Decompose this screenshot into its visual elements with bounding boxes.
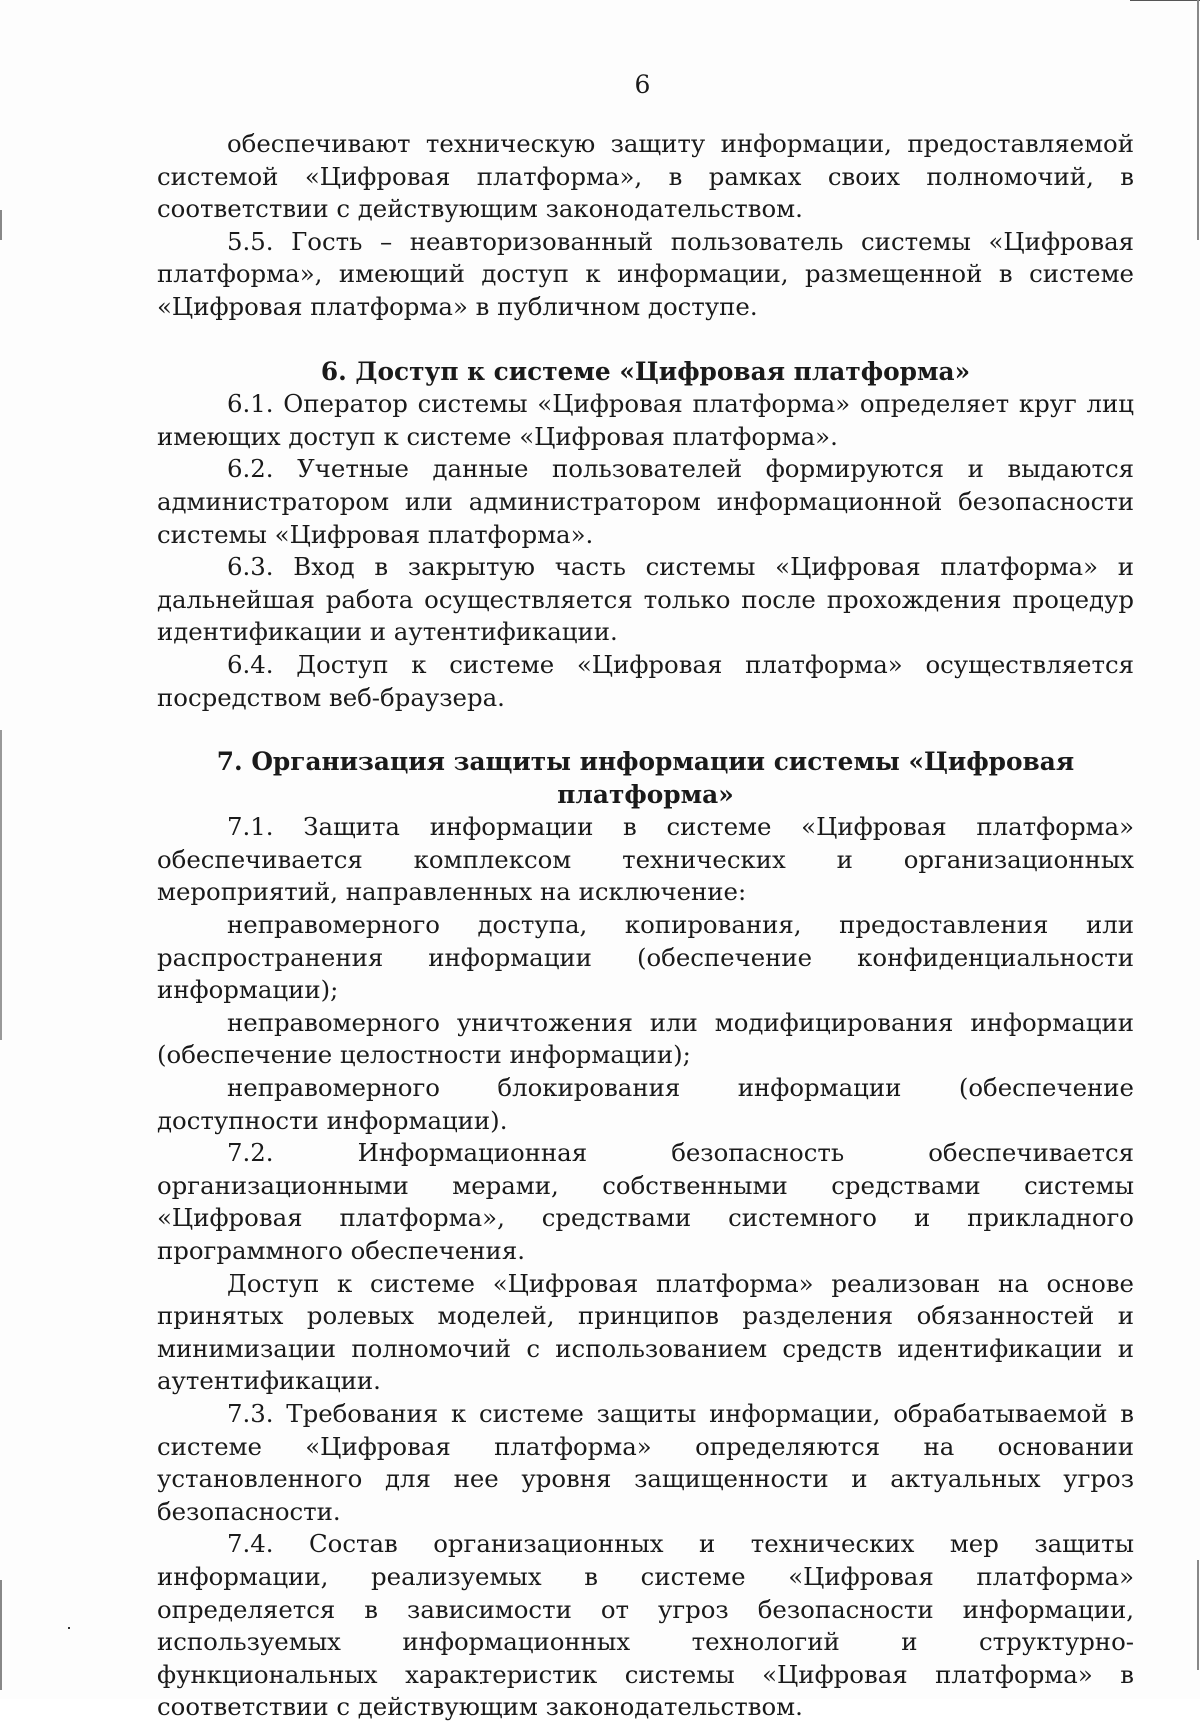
page-number: 6 (634, 70, 651, 99)
scan-edge-mark (0, 210, 2, 240)
scan-edge-mark (0, 730, 2, 1040)
section-7-heading: 7. Организация защиты информации системы «Цифровая платформа» (216, 747, 1075, 809)
paragraph-6-2: 6.2. Учетные данные пользователей формируются и выдаются администратором или администратором информационной безопасности системы «Цифровая платформа». (157, 454, 1134, 549)
scan-edge-mark (1130, 0, 1200, 1)
scan-edge-mark (1197, 0, 1199, 240)
paragraph-5-5: 5.5. Гость – неавторизованный пользователь системы «Цифровая платформа», имеющий доступ к информации, размещенной в системе «Цифровая платформа» в публичном доступе. (157, 226, 1134, 321)
section-6-heading: 6. Доступ к системе «Цифровая платформа» (320, 356, 971, 386)
paragraph-6-4: 6.4. Доступ к системе «Цифровая платформа» осуществляется посредством веб-браузера. (157, 649, 1134, 712)
scan-speck (68, 1627, 70, 1629)
paragraph-7-3: 7.3. Требования к системе защиты информации, обрабатываемой в системе «Цифровая платформа» определяются на основании установленного для нее уровня защищенности и актуальных угроз безопасности. (157, 1398, 1134, 1526)
paragraph-7-2-access: Доступ к системе «Цифровая платформа» реализован на основе принятых ролевых моделей, принципов разделения обязанностей и минимизации полномочий с использованием средств идентификации и аутентификации. (157, 1268, 1134, 1396)
document-body (157, 128, 1134, 1724)
paragraph-6-1: 6.1. Оператор системы «Цифровая платформа» определяет круг лиц имеющих доступ к системе «Цифровая платформа». (157, 389, 1134, 451)
scan-edge-mark (0, 1580, 2, 1690)
paragraph-7-1: 7.1. Защита информации в системе «Цифровая платформа» обеспечивается комплексом технических и организационных мероприятий, направленных на исключение: (157, 812, 1134, 907)
list-item-availability: неправомерного блокирования информации (обеспечение доступности информации). (157, 1073, 1134, 1135)
paragraph-7-4: 7.4. Состав организационных и технических мер защиты информации, реализуемых в системе «Цифровая платформа» определяется в зависимости от угроз безопасности информации, используемых информационных технологий и структурно-функциональных характеристик системы «Цифровая платформа» в соответствии с действующим законодательством. (157, 1529, 1134, 1722)
paragraph-6-3: 6.3. Вход в закрытую часть системы «Цифровая платформа» и дальнейшая работа осуществляется только после прохождения процедур идентификации и аутентификации. (157, 552, 1134, 647)
paragraph-7-2: 7.2. Информационная безопасность обеспечивается организационными мерами, собственными средствами системы «Цифровая платформа», средствами системного и прикладного программного обеспечения. (157, 1138, 1134, 1265)
list-item-confidentiality: неправомерного доступа, копирования, предоставления или распространения информации (обеспечение конфиденциальности информации); (157, 910, 1134, 1005)
paragraph-intro-continuation: обеспечивают техническую защиту информации, предоставляемой системой «Цифровая платформа», в рамках своих полномочий, в соответствии с действующим законодательством. (157, 129, 1134, 224)
list-item-integrity: неправомерного уничтожения или модифицирования информации (обеспечение целостности информации); (157, 1007, 1134, 1070)
scan-edge-mark (1197, 1560, 1199, 1670)
